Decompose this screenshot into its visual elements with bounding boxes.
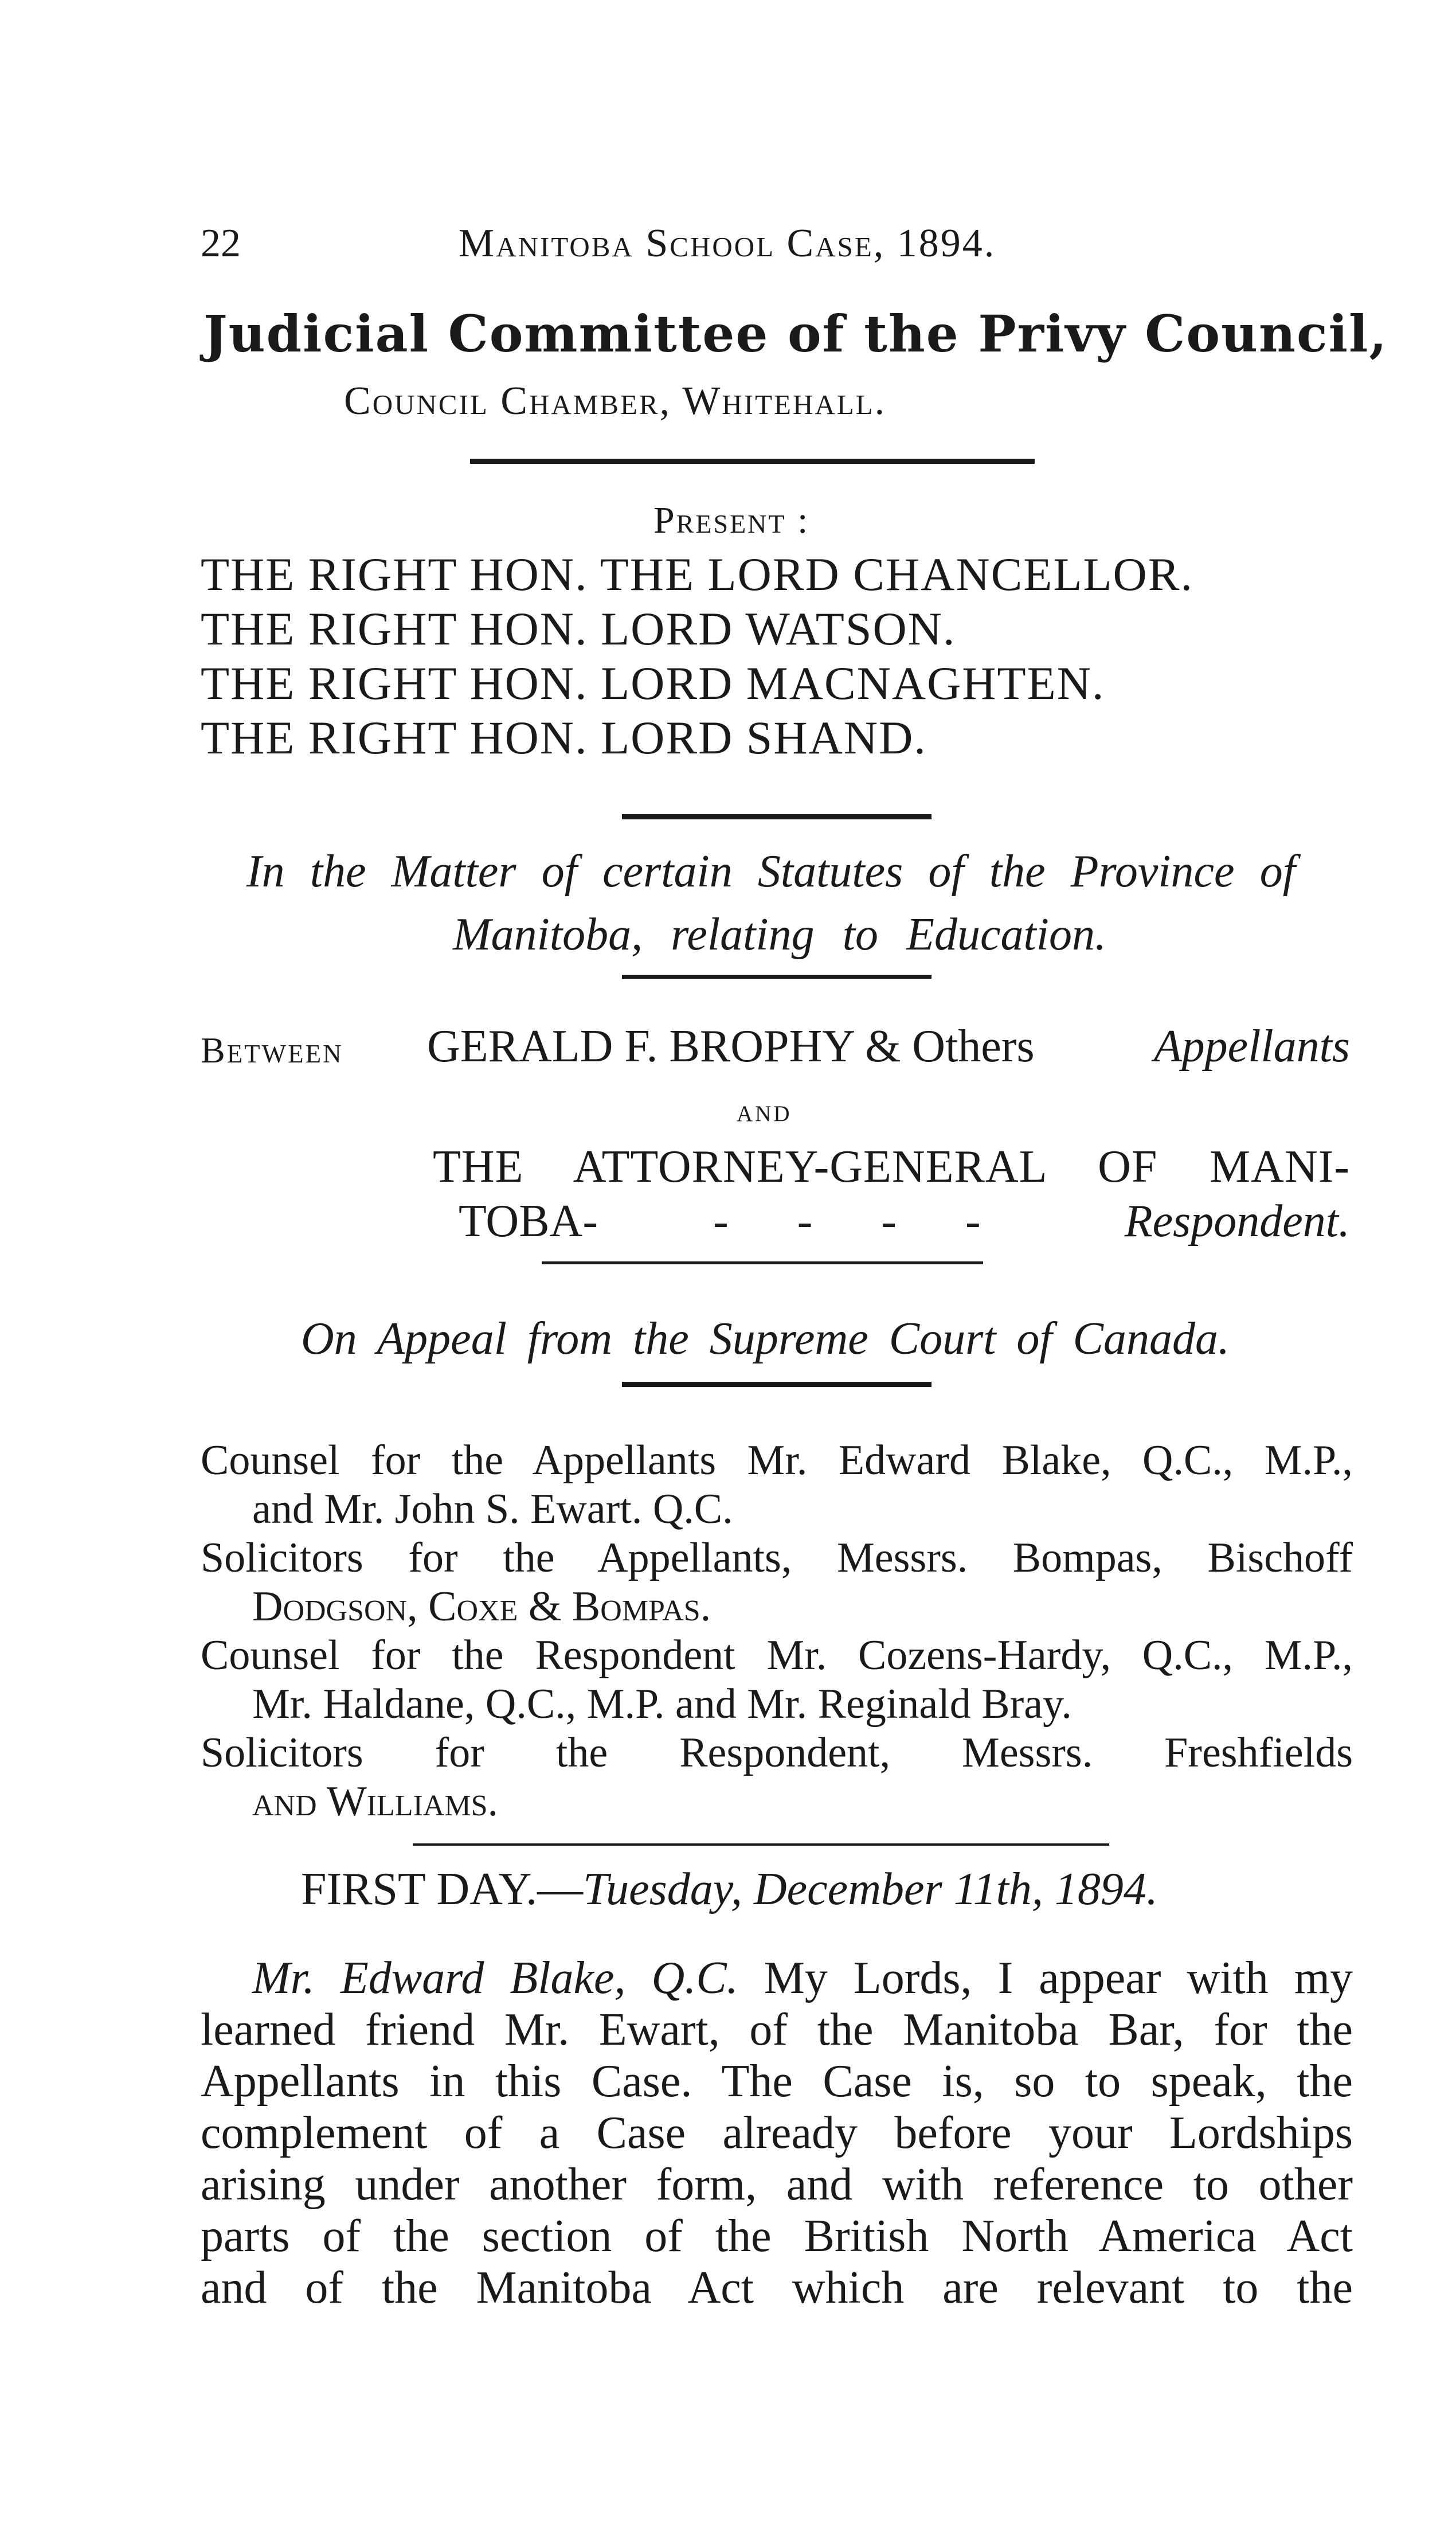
committee-title: Judicial Committee of the Privy Council, [203,304,1388,364]
leader-dashes: - - - - [713,1196,1009,1247]
first-day-label: FIRST DAY.— [301,1864,584,1915]
appeal-line: On Appeal from the Supreme Court of Canada. [301,1314,1230,1364]
counsel-line: and Williams. [252,1778,499,1825]
chamber-location: Council Chamber, Whitehall. [344,379,887,423]
counsel-line: Solicitors for the Respondent, Messrs. Freshfields [201,1729,1353,1776]
counsel-line: Dodgson, Coxe & Bompas. [252,1583,711,1630]
respondent-name-end: TOBA- [459,1196,598,1247]
divider-rule [622,814,931,819]
body-line: parts of the section of the British North America Act [201,2211,1353,2261]
body-line: and of the Manitoba Act which are relevant to the [201,2263,1353,2313]
between-label: Between [201,1030,343,1070]
present-label: Present : [653,499,810,541]
first-day-heading [301,1863,1235,1916]
speaker-name: Mr. Edward Blake, Q.C. [252,1953,738,2003]
present-member: THE RIGHT HON. LORD SHAND. [201,712,927,764]
respondent-line [433,1195,1350,1248]
body-line: arising under another form, and with reference to other [201,2159,1353,2210]
appellant-name: GERALD F. BROPHY & Others [427,1021,1035,1072]
counsel-line: Mr. Haldane, Q.C., M.P. and Mr. Reginald Bray. [252,1681,1072,1728]
first-day-date: Tuesday, December 11th, 1894. [583,1864,1158,1915]
counsel-line: Counsel for the Respondent Mr. Cozens-Hardy, Q.C., M.P., [201,1632,1353,1679]
running-title: Manitoba School Case, 1894. [459,221,996,265]
counsel-line: Solicitors for the Appellants, Messrs. Bompas, Bischoff [201,1534,1353,1581]
appellant-line [427,1021,1350,1073]
matter-line: Manitoba, relating to Education. [453,909,1106,960]
body-line: Appellants in this Case. The Case is, so to speak, the [201,2056,1353,2107]
divider-rule [622,975,931,979]
appellant-role: Appellants [1153,1021,1350,1072]
page-number: 22 [201,221,241,265]
respondent-name: THE ATTORNEY-GENERAL OF MANI- [433,1142,1350,1192]
divider-rule [470,459,1035,464]
divider-rule [622,1382,931,1387]
divider-rule [413,1843,1109,1846]
divider-rule [542,1261,983,1264]
body-line: Mr. Edward Blake, Q.C. My Lords, I appear with my [252,1953,1353,2003]
matter-line: In the Matter of certain Statutes of the Province of [246,846,1295,897]
counsel-line: and Mr. John S. Ewart. Q.C. [252,1486,733,1533]
body-line: learned friend Mr. Ewart, of the Manitoba Bar, for the [201,2005,1353,2055]
counsel-line: Counsel for the Appellants Mr. Edward Blake, Q.C., M.P., [201,1437,1353,1484]
present-member: THE RIGHT HON. LORD WATSON. [201,603,956,655]
respondent-role: Respondent. [1124,1196,1350,1247]
and-label: and [737,1093,792,1128]
body-line: complement of a Case already before your Lordships [201,2108,1353,2158]
present-member: THE RIGHT HON. THE LORD CHANCELLOR. [201,548,1193,600]
present-member: THE RIGHT HON. LORD MACNAGHTEN. [201,657,1105,709]
